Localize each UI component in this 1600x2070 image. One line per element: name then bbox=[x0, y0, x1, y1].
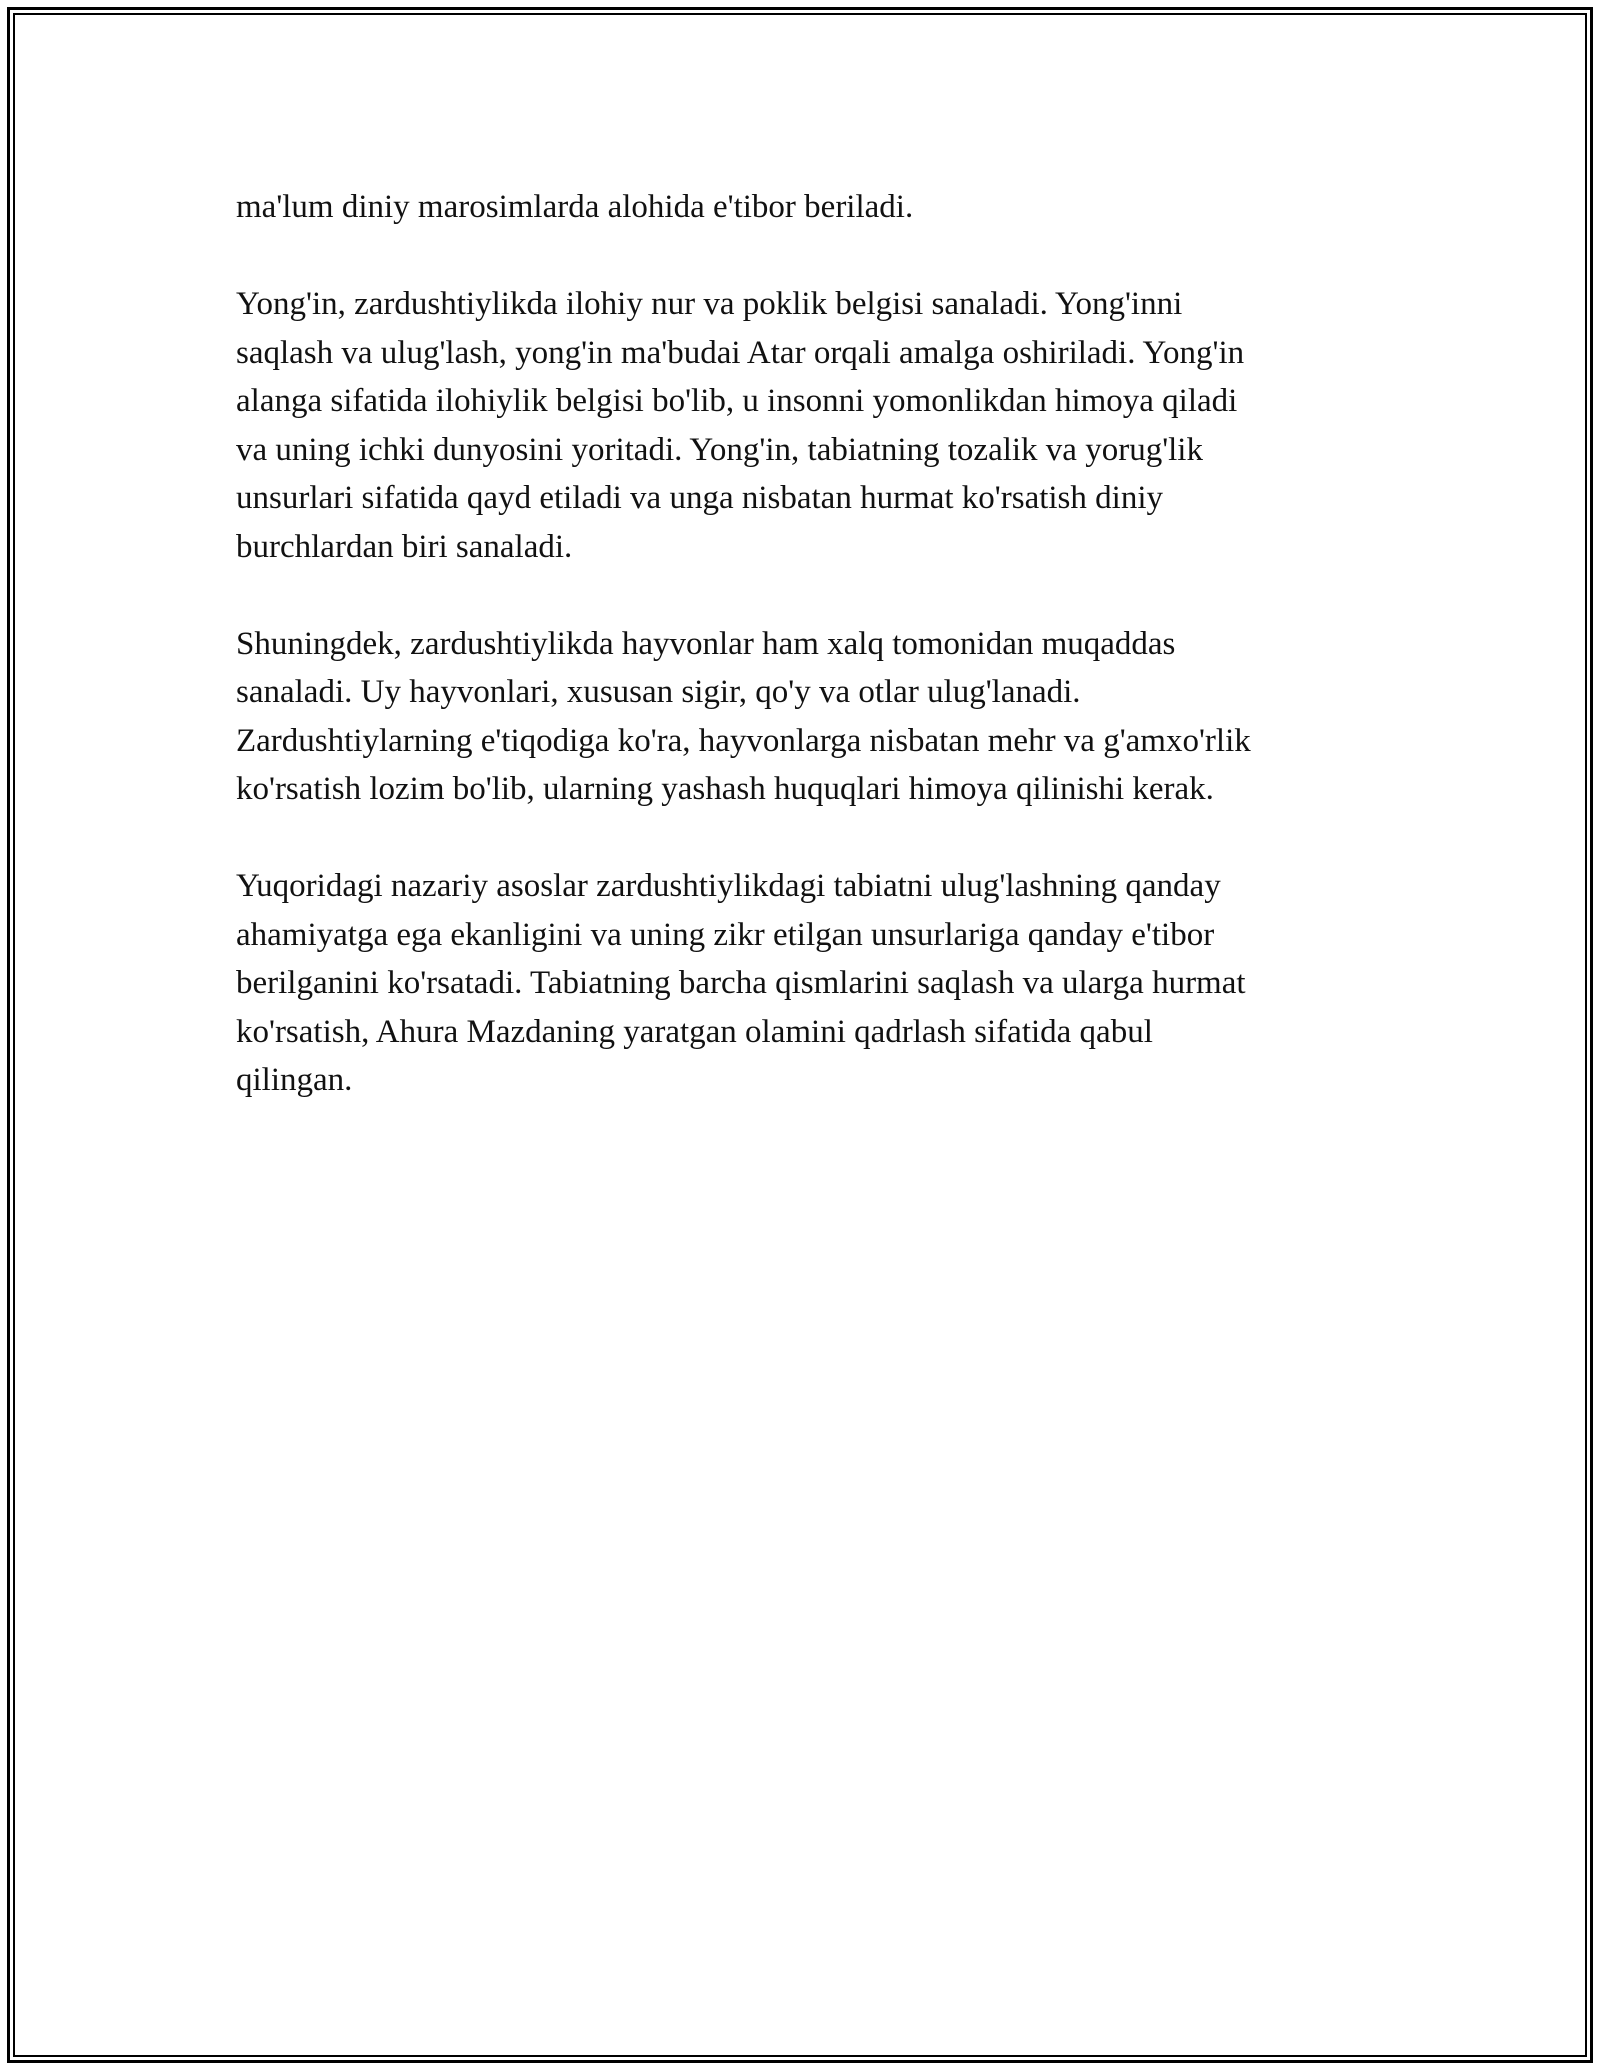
document-body bbox=[236, 183, 1376, 1153]
paragraph-2: Yong'in, zardushtiylikda ilohiy nur va poklik belgisi sanaladi. Yong'inni saqlash va ulug'lash, yong'in ma'budai Atar orqali amalga oshiriladi. Yong'in alanga sifatida ilohiylik belgisi bo'lib, u insonni yomonlikdan himoya qiladi va uning ichki dunyosini yoritadi. Yong'in, tabiatning tozalik va yorug'lik unsurlari sifatida qayd etiladi va unga nisbatan hurmat ko'rsatish diniy burchlardan biri sanaladi. bbox=[236, 286, 1245, 565]
paragraph-3: Shuningdek, zardushtiylikda hayvonlar ham xalq tomonidan muqaddas sanaladi. Uy hayvonlari, xususan sigir, qo'y va otlar ulug'lanadi. Zardushtiylarning e'tiqodiga ko'ra, hayvonlarga nisbatan mehr va g'amxo'rlik ko'rsatish lozim bo'lib, ularning yashash huquqlari himoya qilinishi kerak. bbox=[236, 625, 1251, 807]
paragraph-1: ma'lum diniy marosimlarda alohida e'tibor beriladi. bbox=[236, 189, 914, 225]
paragraph-4: Yuqoridagi nazariy asoslar zardushtiylikdagi tabiatni ulug'lashning qanday ahamiyatga ega ekanligini va uning zikr etilgan unsurlariga qanday e'tibor berilganini ko'rsatadi. Tabiatning barcha qismlarini saqlash va ularga hurmat ko'rsatish, Ahura Mazdaning yaratgan olamini qadrlash sifatida qabul qilingan. bbox=[236, 868, 1246, 1098]
